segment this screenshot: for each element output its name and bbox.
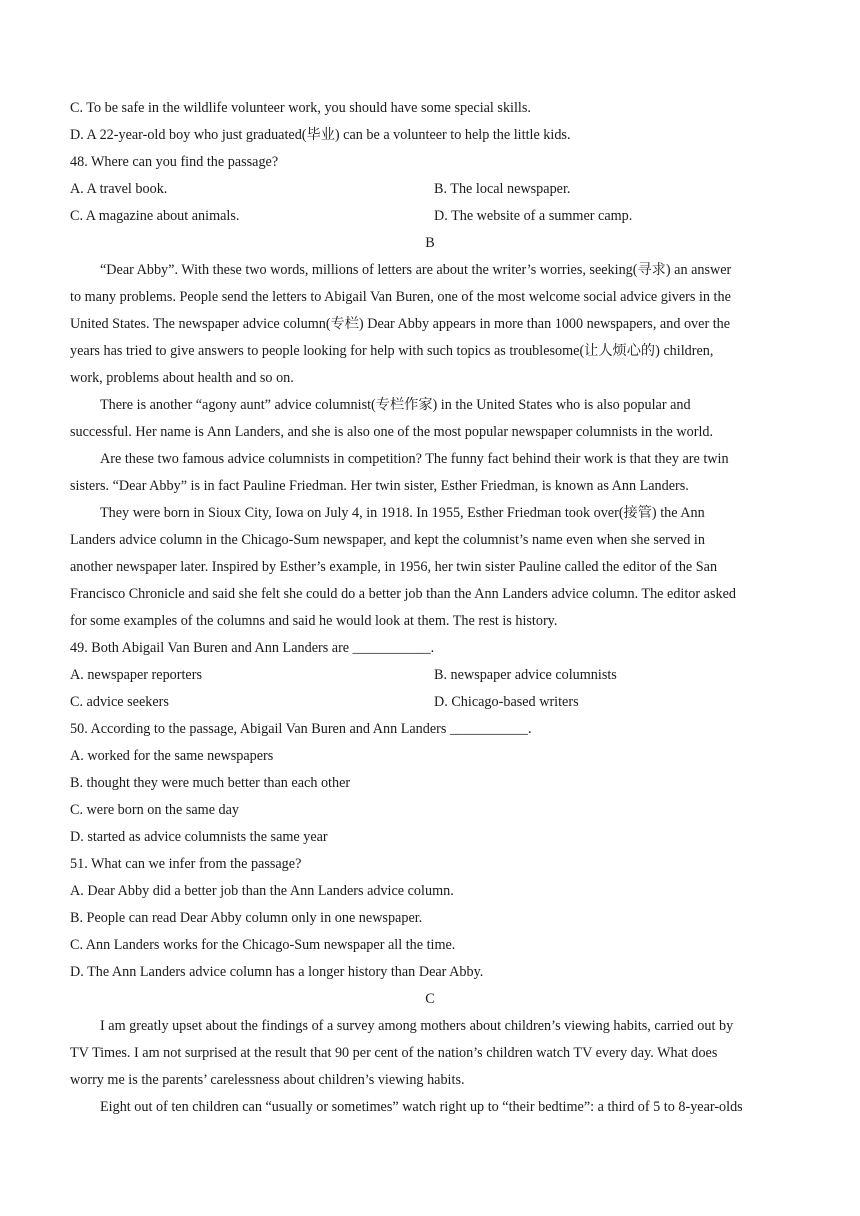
- passage-b-line: Landers advice column in the Chicago-Sum newspaper, and kept the columnist’s name even when she served in: [70, 532, 705, 548]
- passage-b-line: another newspaper later. Inspired by Esther’s example, in 1956, her twin sister Pauline called the editor of the San: [70, 559, 718, 575]
- q50-option-d: D. started as advice columnists the same year: [70, 829, 328, 845]
- q49-option-d: D. Chicago-based writers: [434, 694, 579, 710]
- q49-stem: 49. Both Abigail Van Buren and Ann Landers are ___________.: [70, 640, 435, 656]
- q50-option-c: C. were born on the same day: [70, 802, 240, 818]
- q48-option-d: D. The website of a summer camp.: [434, 208, 633, 224]
- passage-b-line: for some examples of the columns and said he would look at them. The rest is history.: [70, 613, 558, 629]
- q50-stem: 50. According to the passage, Abigail Van Buren and Ann Landers ___________.: [70, 721, 532, 737]
- passage-b-line: There is another “agony aunt” advice columnist(专栏作家) in the United States who is also popular and: [100, 397, 691, 413]
- passage-b-line: years has tried to give answers to people looking for help with such topics as troublesome(让人烦心的) children,: [70, 343, 714, 359]
- passage-b-line: Francisco Chronicle and said she felt she could do a better job than the Ann Landers advice column. The editor asked: [70, 586, 736, 602]
- q51-option-b: B. People can read Dear Abby column only in one newspaper.: [70, 910, 423, 926]
- q49-option-b: B. newspaper advice columnists: [434, 667, 617, 683]
- passage-c-heading: C: [425, 991, 435, 1007]
- passage-b-line: sisters. “Dear Abby” is in fact Pauline Friedman. Her twin sister, Esther Friedman, is known as Ann Landers.: [70, 478, 689, 494]
- q51-option-c: C. Ann Landers works for the Chicago-Sum newspaper all the time.: [70, 937, 456, 953]
- q49-option-c: C. advice seekers: [70, 694, 169, 710]
- passage-c-line: worry me is the parents’ carelessness about children’s viewing habits.: [70, 1072, 465, 1088]
- q51-option-d: D. The Ann Landers advice column has a longer history than Dear Abby.: [70, 964, 484, 980]
- q50-option-a: A. worked for the same newspapers: [70, 748, 274, 764]
- passage-b-line: They were born in Sioux City, Iowa on July 4, in 1918. In 1955, Esther Friedman took over(接管) the Ann: [100, 505, 705, 521]
- q48-option-b: B. The local newspaper.: [434, 181, 571, 197]
- passage-b-line: successful. Her name is Ann Landers, and she is also one of the most popular newspaper columnists in the world.: [70, 424, 714, 440]
- q48-stem: 48. Where can you find the passage?: [70, 154, 279, 170]
- q51-stem: 51. What can we infer from the passage?: [70, 856, 302, 872]
- passage-b-line: to many problems. People send the letters to Abigail Van Buren, one of the most welcome social advice givers in the: [70, 289, 731, 305]
- q49-option-a: A. newspaper reporters: [70, 667, 202, 683]
- q47-option-d: D. A 22-year-old boy who just graduated(毕业) can be a volunteer to help the little kids.: [70, 127, 571, 143]
- q48-option-c: C. A magazine about animals.: [70, 208, 240, 224]
- passage-b-line: Are these two famous advice columnists in competition? The funny fact behind their work is that they are twin: [100, 451, 729, 467]
- passage-b-line: United States. The newspaper advice column(专栏) Dear Abby appears in more than 1000 newspapers, and over the: [70, 316, 731, 332]
- passage-b-line: “Dear Abby”. With these two words, millions of letters are about the writer’s worries, seeking(寻求) an answer: [100, 262, 732, 278]
- passage-b-heading: B: [425, 235, 435, 251]
- passage-c-line: TV Times. I am not surprised at the result that 90 per cent of the nation’s children watch TV every day. What does: [70, 1045, 718, 1061]
- passage-b-line: work, problems about health and so on.: [70, 370, 294, 386]
- passage-c-line: I am greatly upset about the findings of a survey among mothers about children’s viewing habits, carried out by: [100, 1018, 734, 1034]
- passage-c-line: Eight out of ten children can “usually or sometimes” watch right up to “their bedtime”: a third of 5 to 8-year-olds: [100, 1099, 743, 1115]
- q51-option-a: A. Dear Abby did a better job than the Ann Landers advice column.: [70, 883, 454, 899]
- q48-option-a: A. A travel book.: [70, 181, 168, 197]
- q50-option-b: B. thought they were much better than each other: [70, 775, 351, 791]
- q47-option-c: C. To be safe in the wildlife volunteer work, you should have some special skills.: [70, 100, 531, 116]
